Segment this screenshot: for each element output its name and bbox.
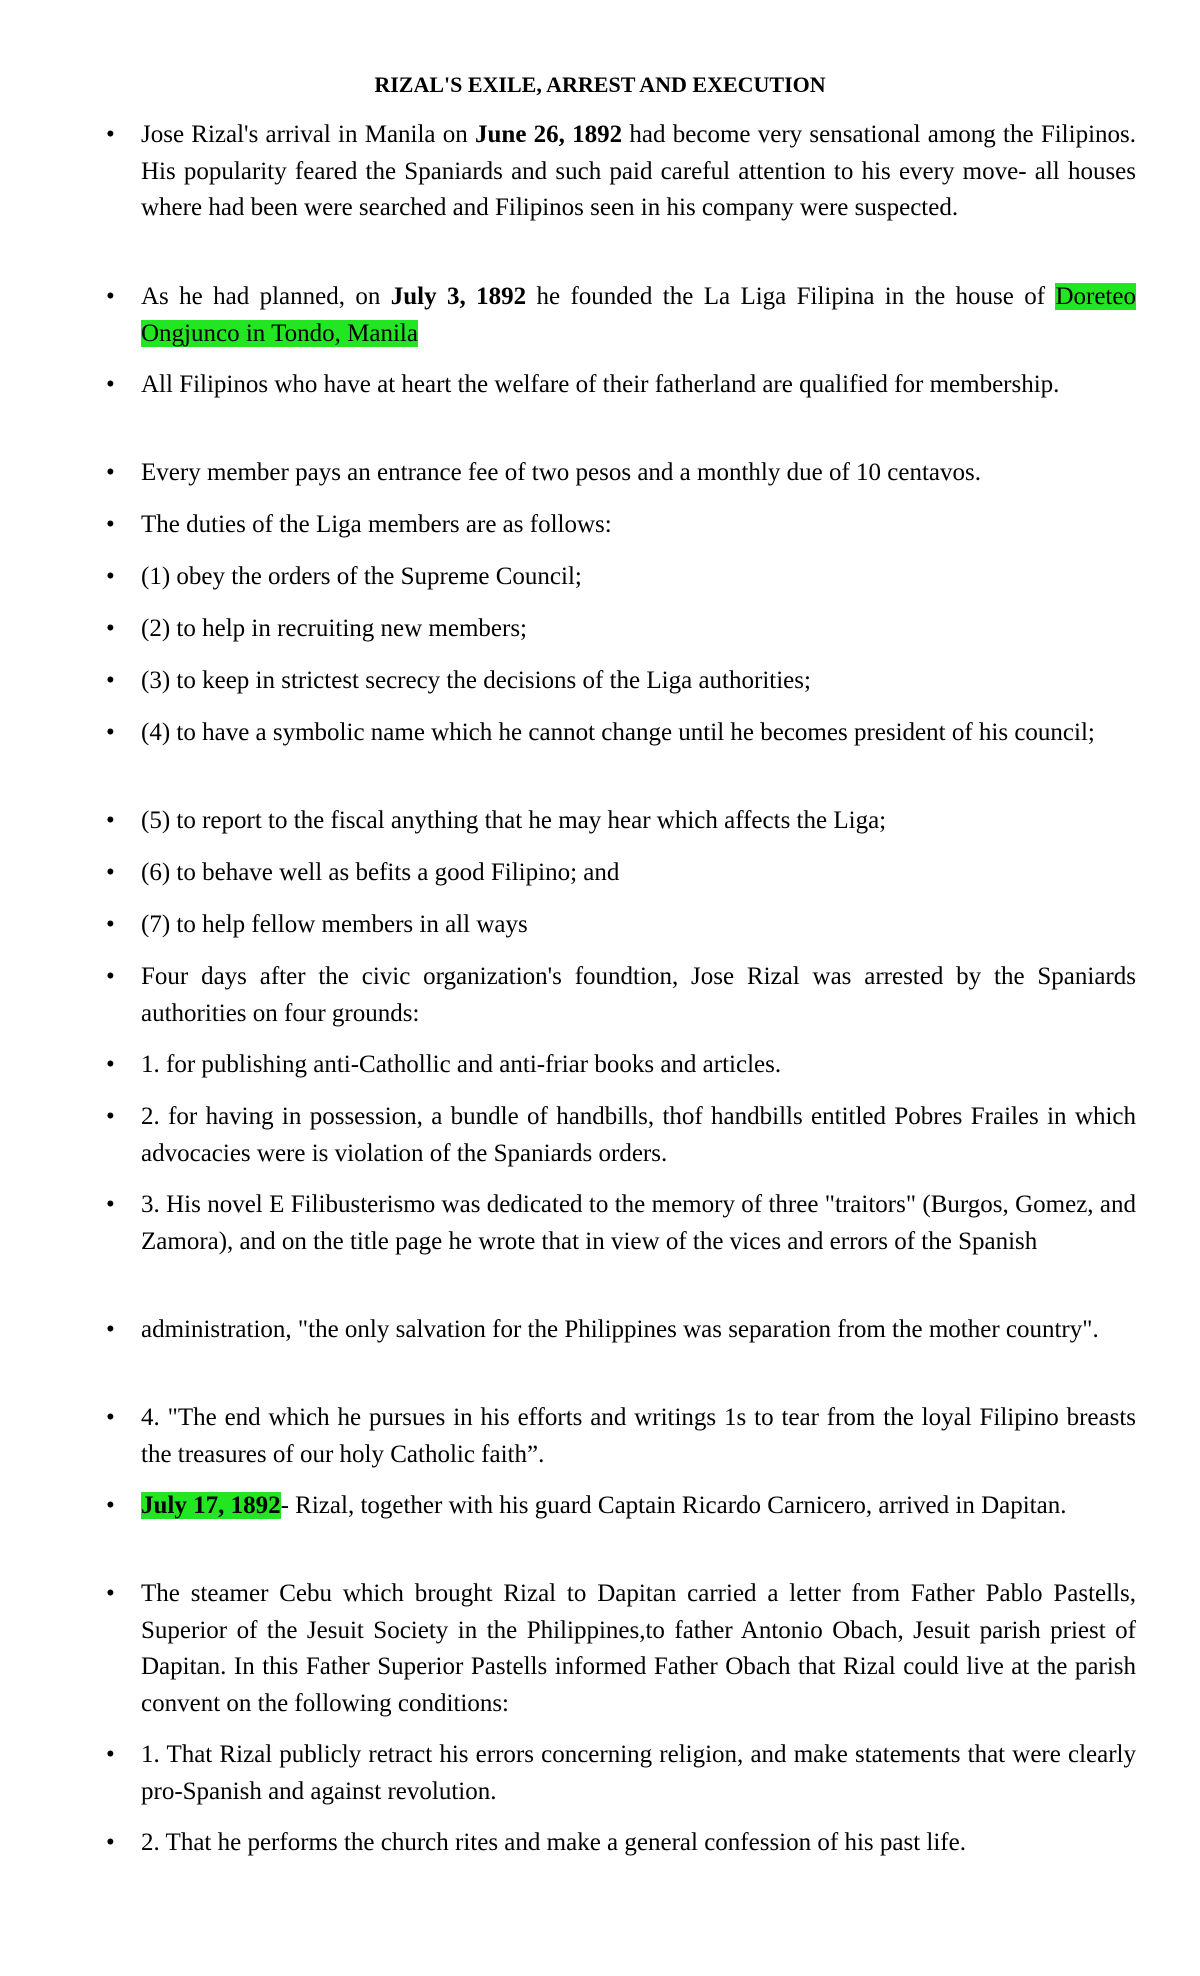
bullet-icon: • xyxy=(106,807,115,834)
list-item: Every member pays an entrance fee of two pesos and a monthly due of 10 centavos. xyxy=(141,459,981,486)
list-item: 3. His novel E Filibusterismo was dedicated to the memory of three "traitors" (Burgos, Gomez, and Zamora), and on the title page he wrote that in view of the vices and errors of the Spanish xyxy=(141,1191,1136,1255)
list-item: 1. for publishing anti-Cathollic and anti-friar books and articles. xyxy=(141,1051,782,1078)
list-item: (1) obey the orders of the Supreme Council; xyxy=(141,563,582,590)
list-item: The duties of the Liga members are as follows: xyxy=(141,511,612,538)
bullet-icon: • xyxy=(106,1316,115,1343)
bullet-icon: • xyxy=(106,1580,115,1607)
list-item: July 17, 1892- Rizal, together with his guard Captain Ricardo Carnicero, arrived in Dapitan. xyxy=(141,1492,1067,1519)
bullet-icon: • xyxy=(106,719,115,746)
list-item: 4. "The end which he pursues in his efforts and writings 1s to tear from the loyal Filipino breasts the treasures of our holy Catholic faith”. xyxy=(141,1404,1136,1468)
list-item: Four days after the civic organization's foundtion, Jose Rizal was arrested by the Spaniards authorities on four grounds: xyxy=(141,963,1136,1027)
list-item: (5) to report to the fiscal anything that he may hear which affects the Liga; xyxy=(141,807,887,834)
list-item: (2) to help in recruiting new members; xyxy=(141,615,527,642)
highlighted-text: Doreteo Ongjunco in Tondo, Manila xyxy=(141,283,1136,347)
bullet-icon: • xyxy=(106,1404,115,1431)
bullet-icon: • xyxy=(106,283,115,310)
list-item: 1. That Rizal publicly retract his errors concerning religion, and make statements that were clearly pro-Spanish and against revolution. xyxy=(141,1741,1136,1805)
bullet-icon: • xyxy=(106,911,115,938)
highlighted-date: July 17, 1892 xyxy=(141,1492,281,1519)
bullet-icon: • xyxy=(106,1829,115,1856)
bullet-icon: • xyxy=(106,1741,115,1768)
bullet-icon: • xyxy=(106,667,115,694)
bullet-icon: • xyxy=(106,615,115,642)
bullet-icon: • xyxy=(106,1191,115,1218)
bullet-icon: • xyxy=(106,511,115,538)
bullet-icon: • xyxy=(106,859,115,886)
list-item: administration, "the only salvation for the Philippines was separation from the mother country". xyxy=(141,1316,1099,1343)
list-item: The steamer Cebu which brought Rizal to Dapitan carried a letter from Father Pablo Pastells, Superior of the Jesuit Society in the Philippines,to father Antonio Obach, Jesuit parish priest of Dapitan. In this Father Superior Pastells informed Father Obach that Rizal could live at the parish convent on the following conditions: xyxy=(141,1580,1136,1717)
list-item: Jose Rizal's arrival in Manila on June 26, 1892 had become very sensational among the Filipinos. His popularity feared the Spaniards and such paid careful attention to his every move- all houses where had been were searched and Filipinos seen in his company were suspected. xyxy=(141,121,1137,221)
bullet-icon: • xyxy=(106,459,115,486)
document-title: RIZAL'S EXILE, ARREST AND EXECUTION xyxy=(374,72,826,97)
bullet-icon: • xyxy=(106,121,115,148)
bullet-icon: • xyxy=(106,1492,115,1519)
bullet-icon: • xyxy=(106,371,115,398)
list-item: All Filipinos who have at heart the welfare of their fatherland are qualified for membership. xyxy=(141,371,1060,398)
bullet-icon: • xyxy=(106,563,115,590)
bullet-icon: • xyxy=(106,1051,115,1078)
list-item: (4) to have a symbolic name which he cannot change until he becomes president of his council; xyxy=(141,719,1095,746)
bullet-icon: • xyxy=(106,963,115,990)
list-item: (3) to keep in strictest secrecy the decisions of the Liga authorities; xyxy=(141,667,811,694)
list-item: As he had planned, on July 3, 1892 he founded the La Liga Filipina in the house of Doreteo Ongjunco in Tondo, Manila xyxy=(141,283,1136,347)
list-item: 2. for having in possession, a bundle of handbills, thof handbills entitled Pobres Frailes in which advocacies were is violation of the Spaniards orders. xyxy=(141,1103,1136,1167)
list-item: (6) to behave well as befits a good Filipino; and xyxy=(141,859,620,886)
list-item: (7) to help fellow members in all ways xyxy=(141,911,528,938)
list-item: 2. That he performs the church rites and make a general confession of his past life. xyxy=(141,1829,966,1856)
bullet-icon: • xyxy=(106,1103,115,1130)
